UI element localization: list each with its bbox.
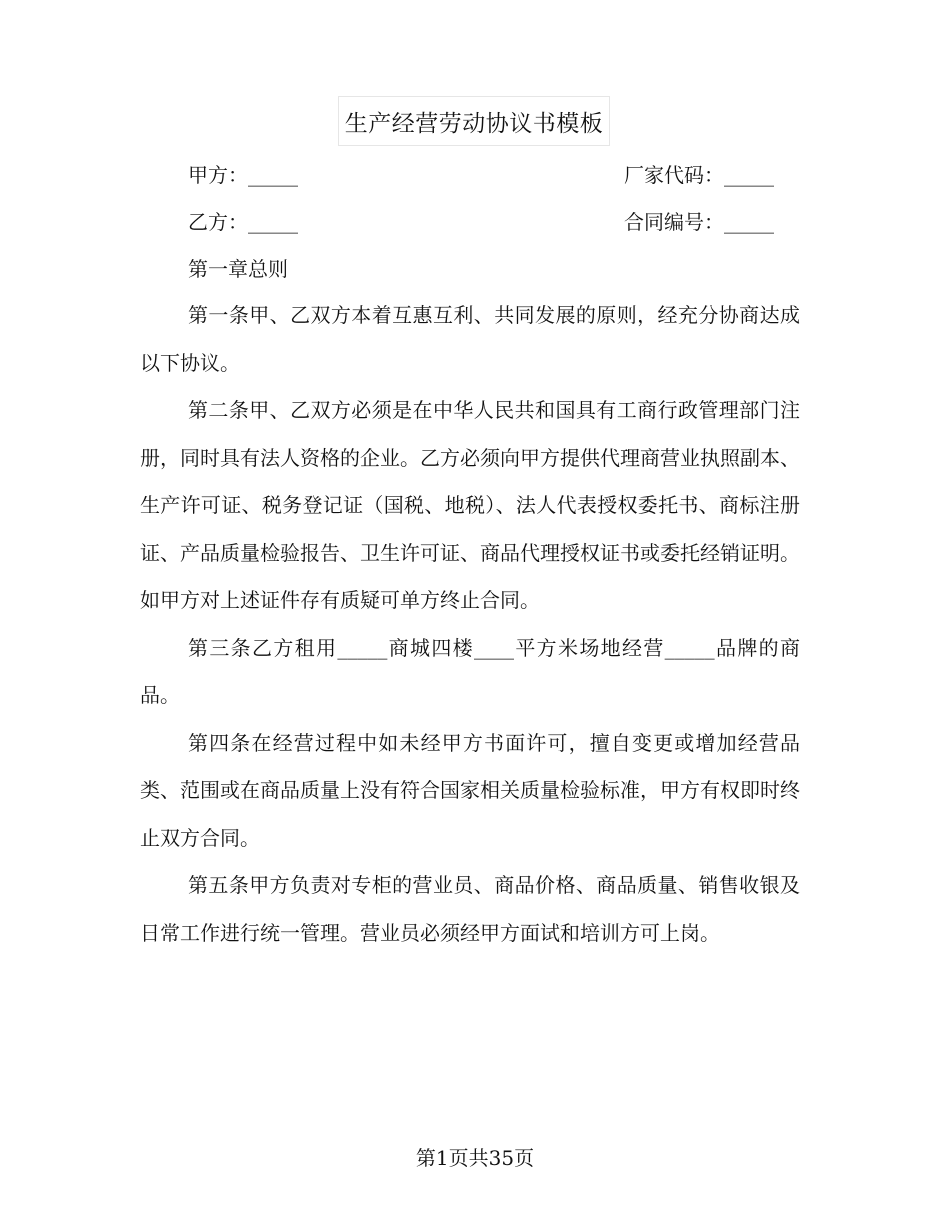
- article-1: 第一条甲、乙双方本着互惠互利、共同发展的原则，经充分协商达成以下协议。: [140, 303, 800, 375]
- title-box: [338, 96, 610, 146]
- article-2: 第二条甲、乙双方必须是在中华人民共和国具有工商行政管理部门注册，同时具有法人资格的企业。乙方必须向甲方提供代理商营业执照副本、生产许可证、税务登记证（国税、地税）、法人代表授权委托书、商标注册证、产品质量检验报告、卫生许可证、商品代理授权证书或委托经销证明。如甲方对上述证件存有质疑可单方终止合同。: [140, 398, 800, 612]
- body-text: [140, 292, 800, 957]
- party-b-field: 乙方：_____: [188, 210, 298, 234]
- document-title: 生产经营劳动协议书模板: [344, 110, 604, 137]
- manufacturer-code-field: 厂家代码：_____: [624, 163, 774, 187]
- page-footer: 第1页共35页: [415, 1146, 535, 1170]
- article-3: 第三条乙方租用_____商城四楼____平方米场地经营_____品牌的商品。: [140, 635, 800, 707]
- article-5: 第五条甲方负责对专柜的营业员、商品价格、商品质量、销售收银及日常工作进行统一管理。营业员必须经甲方面试和培训方可上岗。: [140, 873, 800, 945]
- contract-number-field: 合同编号：_____: [624, 210, 774, 234]
- party-a-field: 甲方：_____: [188, 163, 298, 187]
- chapter-title: 第一章总则: [188, 257, 288, 281]
- article-4: 第四条在经营过程中如未经甲方书面许可，擅自变更或增加经营品类、范围或在商品质量上没有符合国家相关质量检验标准，甲方有权即时终止双方合同。: [140, 730, 800, 850]
